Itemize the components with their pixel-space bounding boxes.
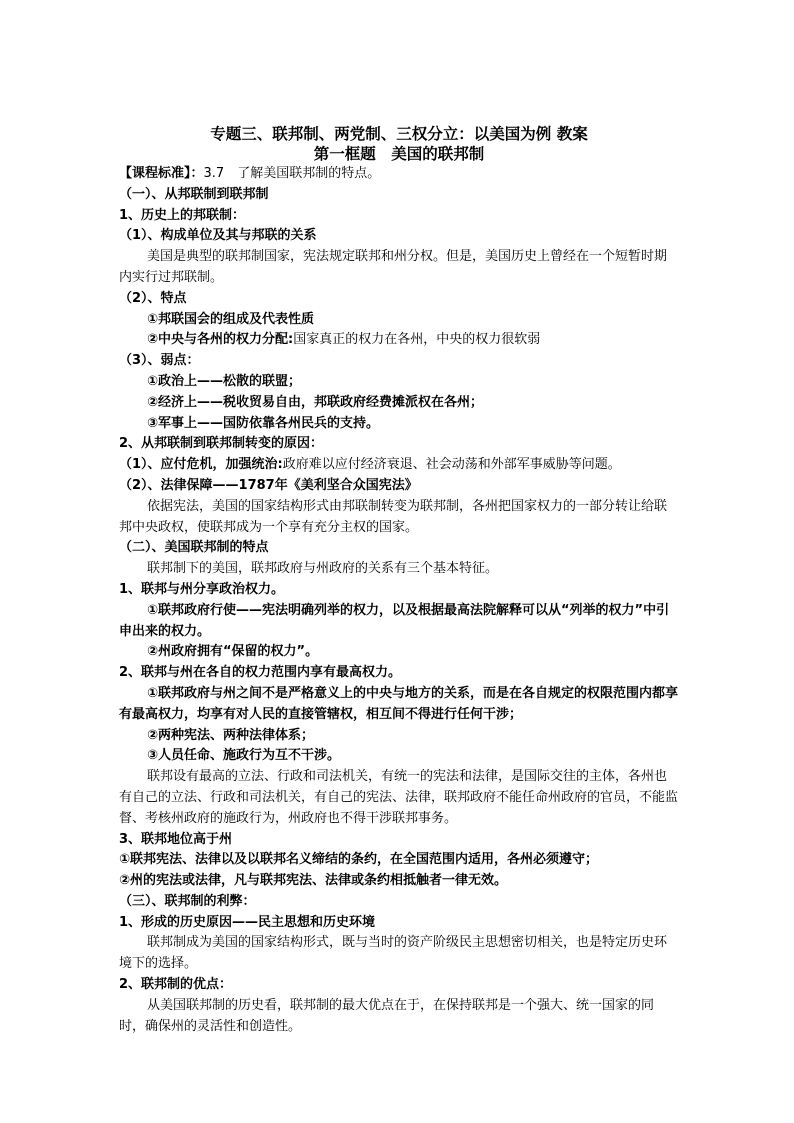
sub-heading: 2、从邦联制到联邦制转变的原因： [119,436,324,452]
point-heading: （2）、特点 [119,290,187,306]
point-heading: （3）、弱点： [119,353,200,369]
paragraph: 联邦制成为美国的国家结构形式，既与当时的资产阶级民主思想密切相关，也是特定历史环境下的选择。 [119,935,668,972]
course-standard-text: 3.7 了解美国联邦制的特点。 [203,166,381,181]
course-standard-label: 【课程标准】： [119,166,204,181]
section-heading: （三）、联邦制的利弊： [119,893,256,909]
list-item: ③人员任命、施政行为互不干涉。 [147,748,341,764]
document-subtitle: 第一框题 美国的联邦制 [313,145,485,163]
paragraph: 从美国联邦制的历史看，联邦制的最大优点在于，在保持联邦是一个强大、统一国家的同时，确保州的灵活性和创造性。 [119,997,655,1034]
document-title: 专题三、联邦制、两党制、三权分立：以美国为例 教案 [210,125,588,143]
section-heading: （一）、从邦联制到联邦制 [119,186,269,202]
list-item: ②州的宪法或法律，凡与联邦宪法、法律或条约相抵触者一律无效。 [119,873,508,889]
list-item: ③军事上——国防依靠各州民兵的支持。 [147,415,380,431]
sub-heading: 1、联邦与州分享政治权力。 [119,581,285,597]
sub-heading: 1、形成的历史原因——民主思想和历史环境 [119,914,376,930]
list-item: ①联邦宪法、法律以及以联邦名义缔结的条约，在全国范围内适用，各州必须遵守； [119,852,599,868]
point-line [119,455,679,476]
sub-heading: 2、联邦制的优点： [119,977,233,993]
list-item: ①邦联国会的组成及代表性质 [147,311,315,327]
course-standard [119,164,679,185]
sub-heading: 2、联邦与州在各自的权力范围内享有最高权力。 [119,665,402,681]
list-item: ①联邦政府行使——宪法明确列举的权力，以及根据最高法院解释可以从“列举的权力”中引申出来的权力。 [119,602,670,639]
list-item: ②经济上——税收贸易自由，邦联政府经费摊派权在各州； [147,394,484,410]
list-item: ①政治上——松散的联盟； [147,373,302,389]
list-item-text: 国家真正的权力在各州，中央的权力很软弱 [293,332,541,348]
list-item: ②州政府拥有“保留的权力”。 [147,644,319,660]
list-item [119,330,679,351]
section-heading: （二）、美国联邦制的特点 [119,540,269,556]
paragraph: 依据宪法，美国的国家结构形式由邦联制转变为联邦制，各州把国家权力的一部分转让给联邦中央政权，使联邦成为一个享有充分主权的国家。 [119,498,668,535]
list-item: ②两种宪法、两种法律体系； [147,727,315,743]
sub-heading: 3、联邦地位高于州 [119,831,233,847]
paragraph: 美国是典型的联邦制国家，宪法规定联邦和州分权。但是，美国历史上曾经在一个短暂时期内实行过邦联制。 [119,249,668,285]
point-heading: （1）、构成单位及其与邦联的关系 [119,228,317,244]
point-label: （1）、应付危机，加强统治: [119,457,283,473]
list-item: ①联邦政府与州之间不是严格意义上的中央与地方的关系，而是在各自规定的权限范围内都享有最高权力，均享有对人民的直接管辖权，相互间不得进行任何干涉； [119,685,679,722]
paragraph: 联邦制下的美国，联邦政府与州政府的关系有三个基本特征。 [147,561,499,577]
document-page [119,124,679,1037]
paragraph: 联邦设有最高的立法、行政和司法机关，有统一的宪法和法律，是国际交往的主体，各州也有自己的立法、行政和司法机关，有自己的宪法、法律，联邦政府不能任命州政府的官员，不能监督、考核州政府的施政行为，州政府也不得干涉联邦事务。 [119,769,679,826]
point-text: 政府难以应付经济衰退、社会动荡和外部军事威胁等问题。 [282,457,621,473]
sub-heading: 1、历史上的邦联制： [119,207,246,223]
point-heading: （2）、法律保障——1787年《美利坚合众国宪法》 [119,477,418,493]
list-item-label: ②中央与各州的权力分配: [147,332,294,348]
